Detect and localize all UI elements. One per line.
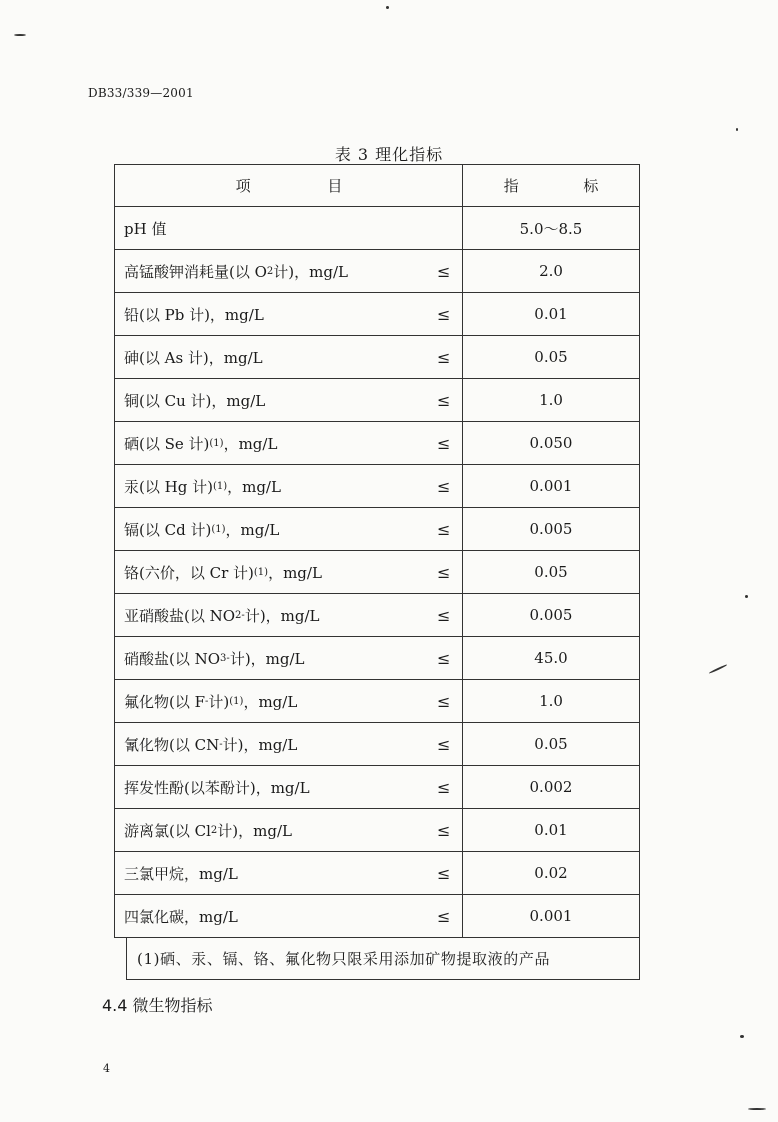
subscript: 2	[210, 824, 218, 836]
item-text: 计)，mg/L	[217, 821, 292, 840]
row-value: 0.001	[462, 464, 640, 508]
table-row	[114, 593, 640, 636]
document-code: DB33/339—2001	[88, 86, 194, 100]
row-value: 1.0	[462, 679, 640, 723]
item-text: 计)，mg/L	[229, 649, 305, 668]
item-text: 汞(以 Hg 计)	[124, 477, 213, 496]
item-text: ，mg/L	[223, 434, 278, 453]
less-or-equal-symbol: ≤	[437, 863, 451, 883]
footnote-marker: (1)	[229, 695, 244, 707]
item-text: 四氯化碳，mg/L	[124, 907, 238, 926]
item-text: ，mg/L	[268, 563, 322, 582]
row-item	[114, 550, 463, 594]
page-number: 4	[103, 1062, 110, 1075]
less-or-equal-symbol: ≤	[437, 347, 451, 367]
scan-speck	[709, 664, 728, 674]
table-footnote: (1)硒、汞、镉、铬、氟化物只限采用添加矿物提取液的产品	[126, 937, 640, 980]
table-row	[114, 550, 640, 593]
table-row	[114, 206, 640, 249]
scan-speck	[745, 595, 748, 598]
item-text: 砷(以 As 计)，mg/L	[124, 348, 263, 367]
less-or-equal-symbol: ≤	[437, 648, 451, 668]
less-or-equal-symbol: ≤	[437, 390, 451, 410]
footnote-marker: (1)	[253, 566, 269, 578]
table-body	[114, 206, 640, 937]
row-value: 0.001	[462, 894, 640, 938]
row-item	[114, 851, 463, 895]
superscript: -	[219, 738, 223, 750]
item-text: 铜(以 Cu 计)，mg/L	[124, 391, 266, 410]
header-value: 指 标	[462, 164, 640, 207]
row-item	[114, 421, 463, 465]
row-value: 0.005	[462, 593, 640, 637]
row-value: 5.0～8.5	[462, 206, 640, 250]
table-row	[114, 292, 640, 335]
row-value: 2.0	[462, 249, 640, 293]
table-row	[114, 421, 640, 464]
superscript: -	[205, 695, 209, 707]
table-row	[114, 765, 640, 808]
header-item: 项 目	[114, 164, 463, 207]
item-text: 铬(六价，以 Cr 计)	[124, 563, 254, 582]
row-item	[114, 722, 463, 766]
item-text: 亚硝酸盐(以 NO	[124, 606, 236, 625]
footnote-marker: (1)	[209, 437, 224, 449]
row-value: 0.050	[462, 421, 640, 465]
item-text: 氟化物(以 F	[124, 692, 206, 711]
row-value: 0.02	[462, 851, 640, 895]
row-item	[114, 679, 463, 723]
less-or-equal-symbol: ≤	[437, 519, 451, 539]
item-text: 挥发性酚(以苯酚计)，mg/L	[124, 778, 310, 797]
row-value: 0.005	[462, 507, 640, 551]
item-text: 氰化物(以 CN	[124, 735, 220, 754]
table-row	[114, 722, 640, 765]
table-row	[114, 464, 640, 507]
table-row	[114, 679, 640, 722]
item-text: 游离氯(以 Cl	[124, 821, 211, 840]
subscript: 3	[220, 652, 227, 664]
row-item	[114, 765, 463, 809]
item-text: ，mg/L	[227, 477, 281, 496]
row-item	[114, 464, 463, 508]
table-row	[114, 851, 640, 894]
table-row	[114, 636, 640, 679]
item-text: 高锰酸钾消耗量(以 O	[124, 262, 267, 281]
less-or-equal-symbol: ≤	[437, 562, 451, 582]
less-or-equal-symbol: ≤	[437, 261, 451, 281]
table-row	[114, 808, 640, 851]
subscript: 2	[235, 609, 242, 621]
footnote-marker: (1)	[212, 480, 228, 492]
table-row	[114, 378, 640, 421]
superscript: -	[226, 652, 230, 664]
item-text: 镉(以 Cd 计)	[124, 520, 212, 539]
row-item	[114, 808, 463, 852]
row-value: 0.01	[462, 808, 640, 852]
item-text: ，mg/L	[225, 520, 280, 539]
item-text: 硝酸盐(以 NO	[124, 649, 221, 668]
item-text: 铅(以 Pb 计)，mg/L	[124, 305, 264, 324]
row-item	[114, 636, 463, 680]
scan-speck	[14, 34, 26, 36]
table-header-row	[114, 164, 640, 206]
table-row	[114, 894, 640, 937]
row-item	[114, 593, 463, 637]
table-row	[114, 335, 640, 378]
table-caption: 表 3 理化指标	[334, 145, 444, 164]
less-or-equal-symbol: ≤	[437, 476, 451, 496]
row-item	[114, 335, 463, 379]
row-value: 0.002	[462, 765, 640, 809]
less-or-equal-symbol: ≤	[437, 304, 451, 324]
item-text: 计)	[208, 692, 230, 711]
scan-speck	[748, 1108, 766, 1110]
less-or-equal-symbol: ≤	[437, 777, 451, 797]
less-or-equal-symbol: ≤	[437, 820, 451, 840]
item-text: ，mg/L	[243, 692, 298, 711]
row-value: 0.05	[462, 550, 640, 594]
item-text: 计)，mg/L	[222, 735, 298, 754]
row-value: 0.05	[462, 335, 640, 379]
less-or-equal-symbol: ≤	[437, 906, 451, 926]
row-item	[114, 249, 463, 293]
less-or-equal-symbol: ≤	[437, 734, 451, 754]
section-heading: 4.4 微生物指标	[102, 996, 213, 1015]
row-value: 1.0	[462, 378, 640, 422]
item-text: 三氯甲烷，mg/L	[124, 864, 238, 883]
item-text: 硒(以 Se 计)	[124, 434, 210, 453]
row-value: 45.0	[462, 636, 640, 680]
row-item	[114, 206, 463, 250]
row-value: 0.05	[462, 722, 640, 766]
table-row	[114, 249, 640, 292]
indicator-table	[114, 164, 640, 980]
item-text: pH 值	[124, 219, 167, 238]
row-item	[114, 378, 463, 422]
item-text: 计)，mg/L	[244, 606, 320, 625]
footnote-marker: (1)	[211, 523, 226, 535]
less-or-equal-symbol: ≤	[437, 605, 451, 625]
row-item	[114, 292, 463, 336]
row-item	[114, 507, 463, 551]
row-item	[114, 894, 463, 938]
row-value: 0.01	[462, 292, 640, 336]
scan-speck	[386, 6, 389, 9]
less-or-equal-symbol: ≤	[437, 433, 451, 453]
scan-speck	[736, 128, 738, 131]
table-note-row	[114, 937, 640, 980]
superscript: -	[241, 609, 245, 621]
less-or-equal-symbol: ≤	[437, 691, 451, 711]
subscript: 2	[266, 265, 274, 277]
table-row	[114, 507, 640, 550]
scan-speck	[740, 1035, 744, 1038]
item-text: 计)，mg/L	[273, 262, 348, 281]
